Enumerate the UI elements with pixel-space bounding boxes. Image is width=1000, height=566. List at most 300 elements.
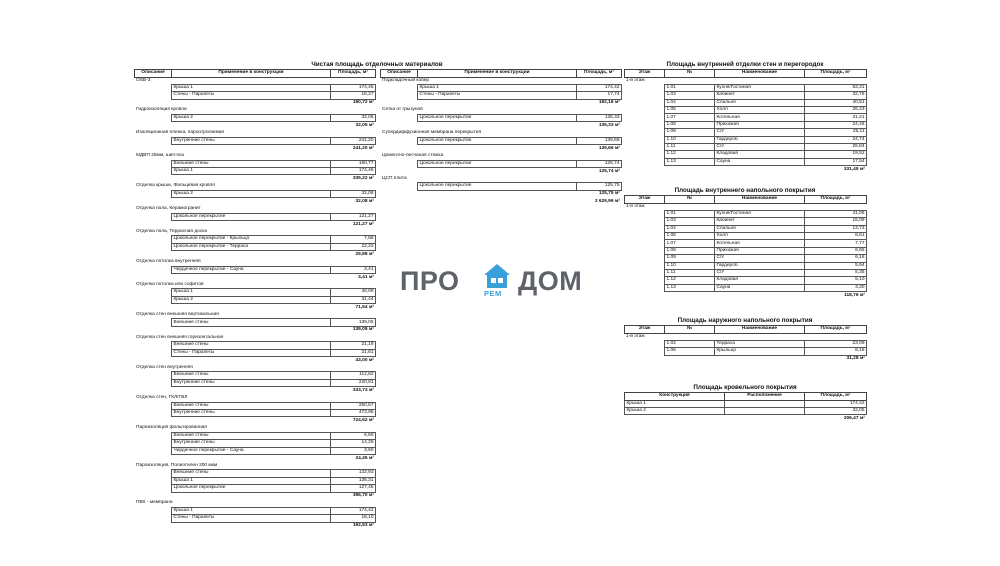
table-row: [135, 190, 376, 197]
area-cell: 31,44: [331, 296, 376, 303]
room-number: 1.11: [665, 144, 715, 151]
area-cell: 3,60: [331, 447, 376, 454]
group-total: 43,00 м²: [355, 357, 374, 363]
table-row: [135, 507, 376, 514]
room-area: 24,74: [805, 136, 867, 143]
table-row: [135, 289, 376, 296]
table-row: [625, 340, 867, 347]
table-row: [135, 296, 376, 303]
room-area: 23,09: [805, 340, 867, 347]
table-row: [625, 400, 867, 407]
group-header-row: [135, 281, 376, 288]
group-total: 139,66 м²: [598, 145, 620, 151]
col-header-area: Площадь, м²: [805, 70, 867, 78]
room-number: 1.05: [665, 233, 715, 240]
walls-title: Площадь внутренней отделки стен и перегородок: [666, 61, 824, 68]
outdoor-sheet: [624, 316, 866, 363]
table-row: [625, 158, 867, 165]
table-row: [135, 440, 376, 447]
group-header-row: [381, 77, 622, 84]
material-name: Отделка крыши, Фальцевая кровля: [136, 183, 215, 189]
table-row: [381, 160, 622, 167]
table-row: [381, 115, 622, 122]
room-name: Терраса: [715, 340, 805, 347]
table-row: [135, 470, 376, 477]
roof-sheet: [624, 383, 866, 423]
group-header-row: [135, 206, 376, 213]
usage-cell: Крыша 1: [172, 289, 331, 296]
table-row: [625, 210, 867, 217]
area-cell: 139,05: [331, 319, 376, 326]
group-total-row: [135, 122, 376, 130]
table-row: [381, 137, 622, 144]
material-name: Цементно-песчаная стяжка: [382, 153, 444, 159]
group-total-row: [135, 357, 376, 365]
col-header-number: №: [665, 70, 715, 78]
col-header-number: №: [665, 326, 715, 334]
room-area: 5,94: [805, 262, 867, 269]
room-name: С/У: [715, 270, 805, 277]
usage-cell: Чердачное перекрытие - Сауна: [172, 266, 331, 273]
floor-row: [625, 333, 867, 340]
col-header-area: Площадь, м²: [805, 393, 867, 401]
material-name: Отделка стен внешняя вертикальная: [136, 311, 219, 317]
area-cell: 174,46: [331, 168, 376, 175]
group-total: 125,75 м²: [598, 191, 620, 197]
group-total-row: [135, 251, 376, 259]
usage-cell: Крыша 1: [172, 168, 331, 175]
usage-cell: Внешние стены: [172, 432, 331, 439]
usage-cell: Внешние стены: [172, 319, 331, 326]
usage-cell: Крыша 2: [172, 296, 331, 303]
material-name: Отделка потолка или софитов: [136, 281, 204, 287]
group-total-row: [135, 175, 376, 183]
floors-table: [624, 195, 867, 300]
col-header-area: Площадь, м²: [805, 326, 867, 334]
area-cell: 174,42: [331, 507, 376, 514]
usage-cell: Цокольное перекрытие: [172, 213, 331, 220]
col-header-number: №: [665, 196, 715, 204]
room-name: С/У: [715, 129, 805, 136]
room-area: 26,43: [805, 107, 867, 114]
area-cell: 32,08: [331, 190, 376, 197]
group-total-row: [135, 454, 376, 462]
room-area: 17,54: [805, 158, 867, 165]
room-number: 1.09: [665, 255, 715, 262]
area-cell: 127,45: [331, 485, 376, 492]
room-area: 19,52: [805, 151, 867, 158]
area-cell: 160,77: [331, 160, 376, 167]
group-total: 396,70 м²: [352, 493, 374, 499]
area-cell: 174,42: [577, 84, 622, 91]
table-row: [625, 136, 867, 143]
room-area: 63,31: [805, 84, 867, 91]
group-total-row: [135, 304, 376, 312]
room-number: 1.08: [665, 121, 715, 128]
material-name: Пароизоляция фольгированная: [136, 425, 207, 431]
table-row: [625, 84, 867, 91]
table-row: [135, 115, 376, 122]
group-total: 190,72 м²: [352, 100, 374, 106]
room-name: Кладовая: [715, 151, 805, 158]
outdoor-table: [624, 325, 867, 363]
room-area: 8,61: [805, 233, 867, 240]
area-cell: 3,41: [331, 266, 376, 273]
room-area: 25,11: [805, 129, 867, 136]
room-name: Прихожая: [715, 247, 805, 254]
group-total-row: [135, 326, 376, 334]
usage-cell: Цокольное перекрытие - Терраса: [172, 243, 331, 250]
room-number: 1.03: [665, 92, 715, 99]
group-header-row: [135, 425, 376, 432]
group-header-row: [381, 153, 622, 160]
material-name: OSB-3: [136, 77, 151, 83]
group-total: 3,41 м²: [358, 274, 374, 280]
col-header-area: Площадь, м²: [331, 70, 376, 78]
group-total-row: [381, 145, 622, 153]
outdoor-title: Площадь наружного напольного покрытия: [677, 317, 813, 324]
group-total: 29,88 м²: [355, 251, 374, 257]
group-total-row: [381, 99, 622, 107]
room-number: 1.08: [665, 247, 715, 254]
room-number: 1.01: [665, 210, 715, 217]
group-header-row: [135, 259, 376, 266]
group-total: 135,33 м²: [598, 123, 620, 129]
room-number: 1.11: [665, 270, 715, 277]
schedule-total: 331,45 м²: [843, 166, 865, 172]
table-row: [135, 372, 376, 379]
room-area: 41,06: [805, 210, 867, 217]
usage-cell: Крыша 1: [172, 507, 331, 514]
col-header-area: Площадь, м²: [805, 196, 867, 204]
walls-table: [624, 69, 867, 174]
area-cell: 136,31: [331, 477, 376, 484]
col-header-area: Площадь, м²: [577, 70, 622, 78]
col-header-name: Наименование: [715, 326, 805, 334]
area-cell: 220,91: [331, 379, 376, 386]
group-total: 192,16 м²: [598, 100, 620, 106]
material-name: Отделка пола, Террасная доска: [136, 228, 208, 234]
floor-row: [625, 203, 867, 210]
area-cell: 241,20: [331, 137, 376, 144]
schedule-total: 206,47 м²: [843, 415, 865, 421]
table-row: [135, 447, 376, 454]
table-row: [625, 407, 867, 414]
col-header-usage: Применение в конструкции: [418, 70, 577, 78]
table-row: [625, 277, 867, 284]
usage-cell: Внешние стены: [172, 470, 331, 477]
area-cell: 40,09: [331, 289, 376, 296]
table-row: [381, 183, 622, 190]
finishing-title: Чистая площадь отделочных материалов: [311, 61, 443, 68]
group-header-row: [135, 183, 376, 190]
room-number: 1.04: [665, 225, 715, 232]
group-total-row: [135, 99, 376, 107]
usage-cell: Цокольное перекрытие: [418, 160, 577, 167]
group-total: 24,45 м²: [355, 455, 374, 461]
room-number: 1.13: [665, 284, 715, 291]
location-cell: [725, 400, 805, 407]
table-row: [135, 266, 376, 273]
usage-cell: Цокольное перекрытие: [418, 137, 577, 144]
group-total: 32,05 м²: [355, 123, 374, 129]
room-name: Котельная: [715, 240, 805, 247]
table-row: [135, 379, 376, 386]
room-area: 25,84: [805, 144, 867, 151]
usage-cell: Стены - Парапеты: [172, 349, 331, 356]
group-total-row: [135, 145, 376, 153]
room-name: Спальня: [715, 99, 805, 106]
usage-cell: Внешние стены: [172, 342, 331, 349]
room-number: 1.09: [665, 129, 715, 136]
room-number: 1.12: [665, 151, 715, 158]
col-header-description: Описание: [135, 70, 172, 78]
room-name: С/У: [715, 144, 805, 151]
room-area: 31,21: [805, 114, 867, 121]
room-area: 15,09: [805, 218, 867, 225]
room-area: 8,18: [805, 348, 867, 355]
room-area: 32,78: [805, 92, 867, 99]
roof-title: Площадь кровельного покрытия: [693, 384, 797, 391]
room-number: 1.07: [665, 114, 715, 121]
room-name: С/У: [715, 255, 805, 262]
material-name: Изоляционная пленка, пароотрогаемая: [136, 130, 225, 136]
area-cell: 18,10: [331, 515, 376, 522]
usage-cell: Внутренние стены: [172, 137, 331, 144]
total-row: [625, 292, 867, 300]
room-number: 1.01: [665, 84, 715, 91]
room-number: 1.10: [665, 262, 715, 269]
table-row: [135, 402, 376, 409]
table-row: [135, 477, 376, 484]
room-area: 13,73: [805, 225, 867, 232]
total-row: [625, 415, 867, 423]
table-row: [135, 432, 376, 439]
area-cell: 174,45: [331, 84, 376, 91]
usage-cell: Чердачное перекрытие - Сауна: [172, 447, 331, 454]
room-number: 1.04: [665, 99, 715, 106]
room-area: 24,46: [805, 121, 867, 128]
group-total: 724,52 м²: [352, 417, 374, 423]
material-name: Гидроизоляция кровли: [136, 107, 187, 113]
floor-label: 1-й этаж: [626, 203, 645, 209]
col-header-name: Наименование: [715, 196, 805, 204]
usage-cell: Стены - Парапеты: [172, 92, 331, 99]
group-header-row: [135, 228, 376, 235]
group-header-row: [135, 365, 376, 372]
table-row: [625, 284, 867, 291]
group-total-row: [135, 220, 376, 228]
group-total: 333,73 м²: [352, 387, 374, 393]
floors-title: Площадь внутреннего напольного покрытия: [674, 187, 816, 194]
room-number: 1.13: [665, 158, 715, 165]
col-header-construction: Конструкция: [625, 393, 725, 401]
group-header-row: [135, 77, 376, 84]
room-number: 1.10: [665, 136, 715, 143]
schedule-total: 118,76 м²: [844, 292, 865, 298]
usage-cell: Внутренние стены: [172, 410, 331, 417]
material-name: Подкладочный ковер: [382, 77, 430, 83]
room-name: Крыльцо: [715, 348, 805, 355]
room-name: Холл: [715, 233, 805, 240]
table-row: [625, 240, 867, 247]
usage-cell: Внешние стены: [172, 160, 331, 167]
floor-label: 1-й этаж: [626, 77, 645, 83]
material-name: Отделка стен внешняя горизонтальная: [136, 334, 224, 340]
table-row: [625, 99, 867, 106]
area-cell: 139,66: [577, 137, 622, 144]
table-row: [381, 92, 622, 99]
table-row: [135, 342, 376, 349]
usage-cell: Крыша 2: [172, 190, 331, 197]
table-row: [625, 144, 867, 151]
table-row: [381, 84, 622, 91]
col-header-floor: Этаж: [625, 326, 665, 334]
table-row: [135, 213, 376, 220]
table-row: [135, 485, 376, 492]
location-cell: [725, 407, 805, 414]
room-area: 3,30: [805, 284, 867, 291]
room-name: Гардероб: [715, 136, 805, 143]
table-row: [625, 151, 867, 158]
table-row: [135, 236, 376, 243]
group-header-row: [135, 462, 376, 469]
usage-cell: Стены - Парапеты: [418, 92, 577, 99]
table-row: [625, 218, 867, 225]
area-cell: 21,81: [331, 349, 376, 356]
floors-sheet: [624, 186, 866, 300]
table-row: [135, 243, 376, 250]
construction-cell: Крыша 2: [625, 407, 725, 414]
room-name: Холл: [715, 107, 805, 114]
area-cell: 121,27: [331, 213, 376, 220]
group-total: 192,53 м²: [352, 523, 374, 529]
group-header-row: [135, 107, 376, 114]
schedule-total: 31,28 м²: [846, 356, 865, 362]
group-total: 71,54 м²: [355, 304, 374, 310]
room-number: 1.12: [665, 277, 715, 284]
room-name: Кухня/Гостиная: [715, 84, 805, 91]
total-row: [625, 355, 867, 363]
group-total-row: [135, 273, 376, 281]
group-header-row: [135, 312, 376, 319]
table-row: [135, 410, 376, 417]
group-total-row: [135, 387, 376, 395]
room-area: 40,51: [805, 99, 867, 106]
logo-text-dom: ДОМ: [518, 266, 583, 296]
group-total: 125,74 м²: [598, 168, 620, 174]
room-name: Спальня: [715, 225, 805, 232]
material-name: Отделка стен, ГКЛ/ГВЛ: [136, 395, 188, 401]
group-header-row: [135, 500, 376, 507]
area-cell: 14,25: [331, 440, 376, 447]
group-header-row: [135, 395, 376, 402]
group-total: 32,08 м²: [355, 198, 374, 204]
group-total-row: [381, 190, 622, 198]
room-name: Сауна: [715, 158, 805, 165]
material-name: ЦСП плита: [382, 175, 407, 181]
group-total-row: [135, 198, 376, 206]
table-row: [625, 121, 867, 128]
group-total: 139,05 м²: [352, 327, 374, 333]
pro-dom-logo: [400, 262, 600, 302]
room-name: Кабинет: [715, 218, 805, 225]
usage-cell: Крыша 2: [172, 115, 331, 122]
table-row: [625, 107, 867, 114]
col-header-floor: Этаж: [625, 196, 665, 204]
group-total: 121,27 м²: [352, 221, 374, 227]
area-cell: 16,27: [331, 92, 376, 99]
area-cell: 6,60: [331, 432, 376, 439]
col-header-name: Наименование: [715, 70, 805, 78]
area-cell: 22,22: [331, 243, 376, 250]
table-row: [625, 255, 867, 262]
table-row: [135, 84, 376, 91]
usage-cell: Цокольное перекрытие: [418, 183, 577, 190]
group-total-row: [135, 522, 376, 530]
group-header-row: [135, 334, 376, 341]
table-row: [135, 137, 376, 144]
table-row: [135, 349, 376, 356]
area-cell: 7,66: [331, 236, 376, 243]
usage-cell: Внешние стены: [172, 402, 331, 409]
usage-cell: Цокольное перекрытие - Крыльцо: [172, 236, 331, 243]
area-cell: 125,74: [577, 160, 622, 167]
table-row: [625, 262, 867, 269]
table-row: [625, 225, 867, 232]
usage-cell: Внешние стены: [172, 372, 331, 379]
room-area: 6,65: [805, 247, 867, 254]
room-name: Котельная: [715, 114, 805, 121]
group-header-row: [135, 130, 376, 137]
room-name: Гардероб: [715, 262, 805, 269]
area-cell: 32,05: [331, 115, 376, 122]
room-area: 5,10: [805, 277, 867, 284]
table-row: [135, 319, 376, 326]
room-number: 1.05: [665, 107, 715, 114]
usage-cell: Цокольное перекрытие: [172, 485, 331, 492]
table-row: [625, 114, 867, 121]
material-name: Пароизоляция, Полиэтилен 200 мкм: [136, 462, 218, 468]
table-row: [625, 92, 867, 99]
group-header-row: [381, 130, 622, 137]
area-cell: 21,19: [331, 342, 376, 349]
logo-text-pro: ПРО: [400, 266, 460, 296]
area-cell: 125,75: [577, 183, 622, 190]
walls-sheet: [624, 60, 866, 174]
group-header-row: [135, 153, 376, 160]
floor-row: [625, 77, 867, 84]
material-name: Отделка потолка внутренняя: [136, 258, 201, 264]
table-row: [625, 233, 867, 240]
room-name: Прихожая: [715, 121, 805, 128]
area-cell: 174,42: [805, 400, 867, 407]
total-row: [625, 166, 867, 174]
room-number: 1.02: [665, 340, 715, 347]
group-total-row: [381, 168, 622, 176]
group-total: 335,22 м²: [352, 176, 374, 181]
area-cell: 473,95: [331, 410, 376, 417]
room-area: 6,16: [805, 255, 867, 262]
usage-cell: Крыша 1: [418, 84, 577, 91]
area-cell: 250,57: [331, 402, 376, 409]
group-total-row: [135, 492, 376, 500]
room-name: Кладовая: [715, 277, 805, 284]
room-name: Кабинет: [715, 92, 805, 99]
usage-cell: Крыша 1: [172, 84, 331, 91]
area-cell: 17,74: [577, 92, 622, 99]
table-row: [625, 247, 867, 254]
